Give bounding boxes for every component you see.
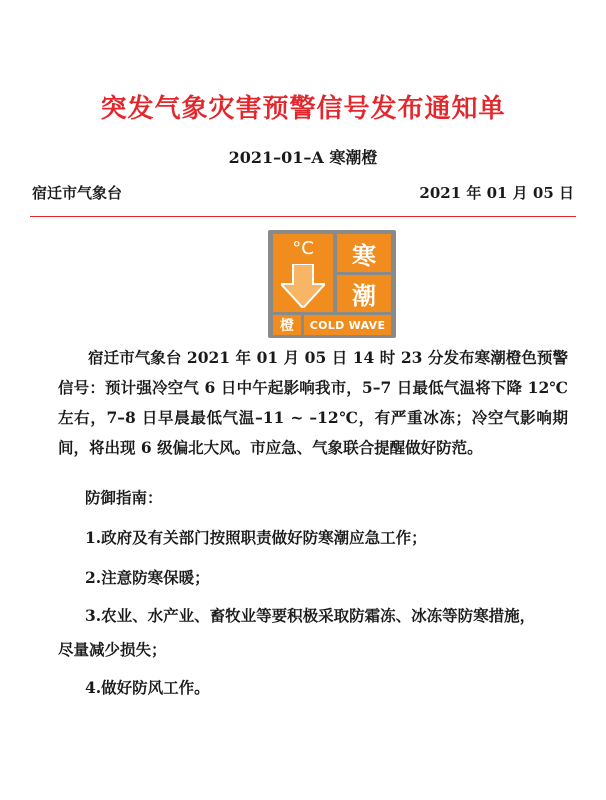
sign-char-panel-bottom [273, 315, 301, 335]
cold-wave-orange-sign [268, 230, 396, 338]
document-title: 突发气象灾害预警信号发布通知单 [100, 94, 506, 124]
guide-item-4: 4.做好防风工作。 [85, 678, 210, 697]
issuer-name: 宿迁市气象台 [32, 184, 123, 202]
sign-english-label: COLD WAVE [304, 315, 391, 335]
red-divider [30, 216, 576, 217]
sign-thermometer-panel [273, 234, 333, 312]
issuer-date-row [32, 182, 574, 203]
celsius-symbol: °C [292, 238, 314, 259]
guide-item-3: 3.农业、水产业、畜牧业等要积极采取防霜冻、冰冻等防寒措施， [85, 606, 536, 625]
document-number: 2021–01–A 寒潮橙 [228, 148, 378, 167]
guide-item-1: 1.政府及有关部门按照职责做好防寒潮应急工作； [85, 528, 427, 547]
warning-paragraph: 宿迁市气象台 2021 年 01 月 05 日 14 时 23 分发布寒潮橙色预警信号：预计强冷空气 6 日中午起影响我市，5–7 日最低气温将下降 12℃左右，7–8 日早晨最低气温–11 ~ –12℃，有严重冰冻；冷空气影响期间，将出现 6 级偏北大风。市应急、气象联合提醒做好防范。 [58, 348, 568, 457]
guide-heading: 防御指南： [85, 488, 163, 507]
sign-char-panel-middle [337, 275, 391, 312]
down-arrow-icon [281, 264, 325, 308]
guide-item-3-continued: 尽量减少损失； [58, 640, 167, 659]
sign-char-bottom: 橙 [280, 318, 294, 334]
sign-char-top: 寒 [352, 241, 376, 270]
sign-char-middle: 潮 [352, 282, 376, 310]
sign-char-panel-top [337, 234, 391, 272]
issue-date: 2021 年 01 月 05 日 [419, 184, 574, 202]
guide-item-2: 2.注意防寒保暖； [85, 568, 210, 587]
